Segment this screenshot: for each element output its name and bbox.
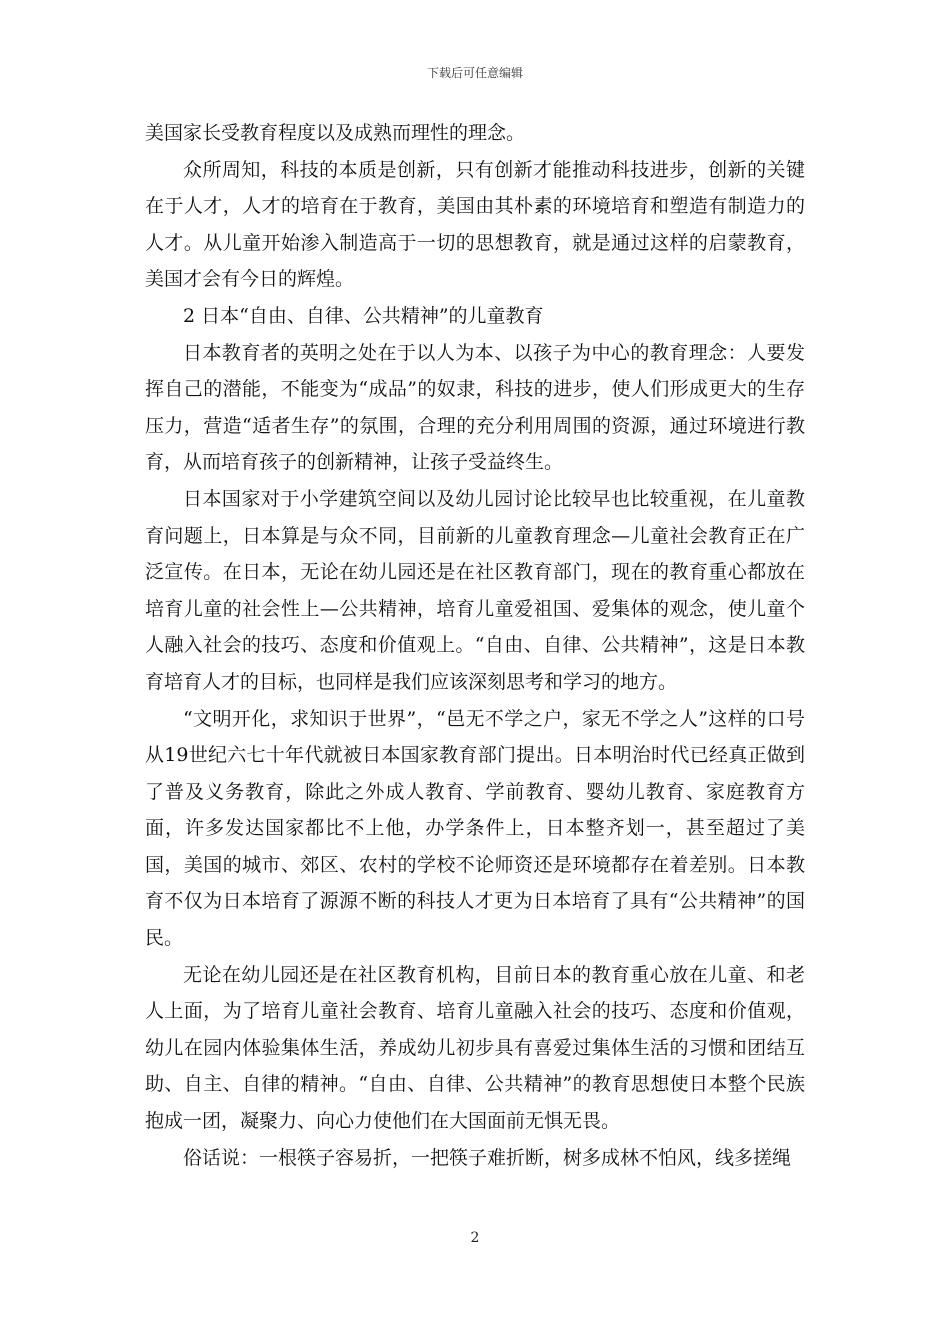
paragraph-4: 日本国家对于小学建筑空间以及幼儿园讨论比较早也比较重视，在儿童教育问题上，日本算是与众不同，目前新的儿童教育理念—儿童社会教育正在广泛宣传。在日本，无论在幼儿园还是在社区教育部门，现在的教育重心都放在培育儿童的社会性上—公共精神，培育儿童爱祖国、爱集体的观念，使儿童个人融入社会的技巧、态度和价值观上。“自由、自律、公共精神”，这是日本教育培育人才的目标，也同样是我们应该深刻思考和学习的地方。: [145, 487, 805, 693]
paragraph-7: 俗话说：一根筷子容易折，一把筷子难折断，树多成林不怕风，线多搓绳: [183, 1146, 792, 1169]
page-header: 下载后可任意编辑: [426, 66, 523, 80]
paragraph-6: 无论在幼儿园还是在社区教育机构，目前日本的教育重心放在儿童、和老人上面，为了培育儿童社会教育、培育儿童融入社会的技巧、态度和价值观，幼儿在园内体验集体生活，养成幼儿初步具有喜爱过集体生活的习惯和团结互助、自主、自律的精神。“自由、自律、公共精神”的教育思想使日本整个民族抱成一团，凝聚力、向心力使他们在大国面前无惧无畏。: [145, 963, 805, 1133]
section-heading: 2 日本“自由、自律、公共精神”的儿童教育: [183, 304, 544, 327]
page-number: 2: [470, 1230, 480, 1246]
document-body: [145, 115, 805, 1176]
paragraph-1: 美国家长受教育程度以及成熟而理性的理念。: [145, 122, 526, 144]
paragraph-2: 众所周知，科技的本质是创新，只有创新才能推动科技进步，创新的关键在于人才，人才的培育在于教育，美国由其朴素的环境培育和塑造有制造力的人才。从儿童开始渗入制造高于一切的思想教育，就是通过这样的启蒙教育，美国才会有今日的辉煌。: [145, 158, 805, 291]
paragraph-3: 日本教育者的英明之处在于以人为本、以孩子为中心的教育理念：人要发挥自己的潜能，不能变为“成品”的奴隶，科技的进步，使人们形成更大的生存压力，营造“适者生存”的氛围，合理的充分利用周围的资源，通过环境进行教育，从而培育孩子的创新精神，让孩子受益终生。: [145, 341, 805, 474]
paragraph-5: “文明开化，求知识于世界”，“邑无不学之户，家无不学之人”这样的口号从19世纪六七十年代就被日本国家教育部门提出。日本明治时代已经真正做到了普及义务教育，除此之外成人教育、学前教育、婴幼儿教育、家庭教育方面，许多发达国家都比不上他，办学条件上，日本整齐划一，甚至超过了美国，美国的城市、郊区、农村的学校不论师资还是环境都存在着差别。日本教育不仅为日本培育了源源不断的科技人才更为日本培育了具有“公共精神”的国民。: [145, 707, 805, 950]
